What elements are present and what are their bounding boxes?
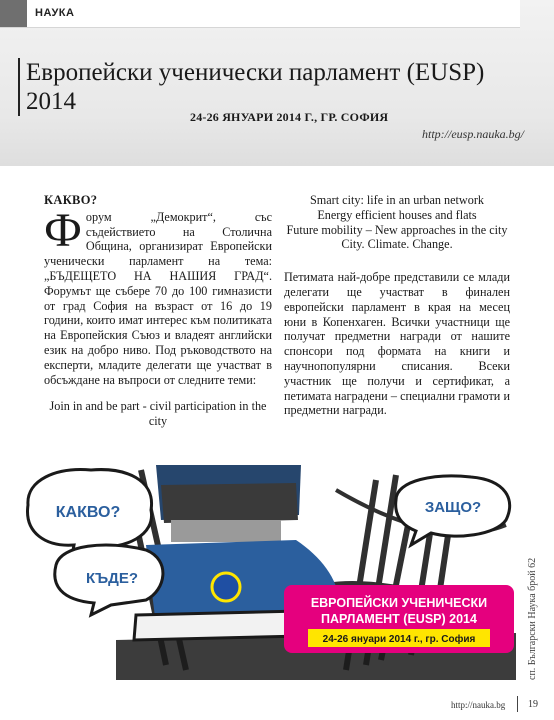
page-number: 19 [528,699,538,710]
bubble-what: КАКВО? [55,504,121,521]
banner-line-1: ЕВРОПЕЙСКИ УЧЕНИЧЕСКИ [310,596,488,610]
bubble-why: ЗАЩО? [424,499,482,516]
article-subtitle: 24-26 ЯНУАРИ 2014 Г., ГР. СОФИЯ [190,110,389,124]
topic-item: Smart city: life in an urban network [310,193,484,207]
dropcap: Ф [44,203,82,257]
banner-line-2: ПАРЛАМЕНТ (EUSP) 2014 [321,612,477,626]
footer-divider [517,696,518,712]
topic-item: Energy efficient houses and flats [317,207,477,222]
awards-paragraph: Петимата най-добре представили се млади делегати ще участват в финален европейски парламент в края на месец юни в Копенхаген. Всички участници ще получат предметни награди от нашите спонсори под формата на книги и научнопопулярни списания. Всеки участник ще получи и сертификат, а петимата наградени – специални грамоти и предметни награди. [284,270,510,418]
event-illustration [16,465,516,680]
event-banner [284,585,514,653]
topic-list [284,193,510,252]
left-column [44,193,272,429]
section-label: НАУКА [35,7,75,19]
intro-text: орум „Демокрит“, със съдействието на Столична Община, организират Европейски ученически парламент на тема: „БЪДЕЩЕТО НА НАШИЯ ГРАД“. Форумът ще събере 70 до 100 гимназисти от град София на възраст от 16 до 19 години, които имат интерес към политиката на Европейския Съюз и владеят английски език на добро ниво. Под ръководството на експерти, младите делегати ще участват в обсъждане на въпроси от следните теми: [44,209,272,387]
section-heading: КАКВО? [44,193,98,207]
sidebar-credit: сп. Български Наука брой 62 [527,557,538,680]
footer-url-link[interactable]: http://nauka.bg [451,700,506,710]
article-url-link[interactable]: http://eusp.nauka.bg/ [422,127,524,141]
topic-item: Join in and be part - civil participation in the city [49,399,267,429]
topic-item: City. Climate. Change. [341,237,453,252]
article-title: Европейски ученически парламент (EUSP) 2014 [26,59,485,115]
right-column [284,193,510,418]
banner-date: 24-26 януари 2014 г., гр. София [322,634,476,645]
intro-paragraph [44,203,272,388]
bubble-where: КЪДЕ? [85,570,139,587]
topic-item: Future mobility – New approaches in the city [286,222,508,237]
title-rule [18,58,20,116]
section-tab [0,0,520,28]
section-marker [0,0,27,27]
